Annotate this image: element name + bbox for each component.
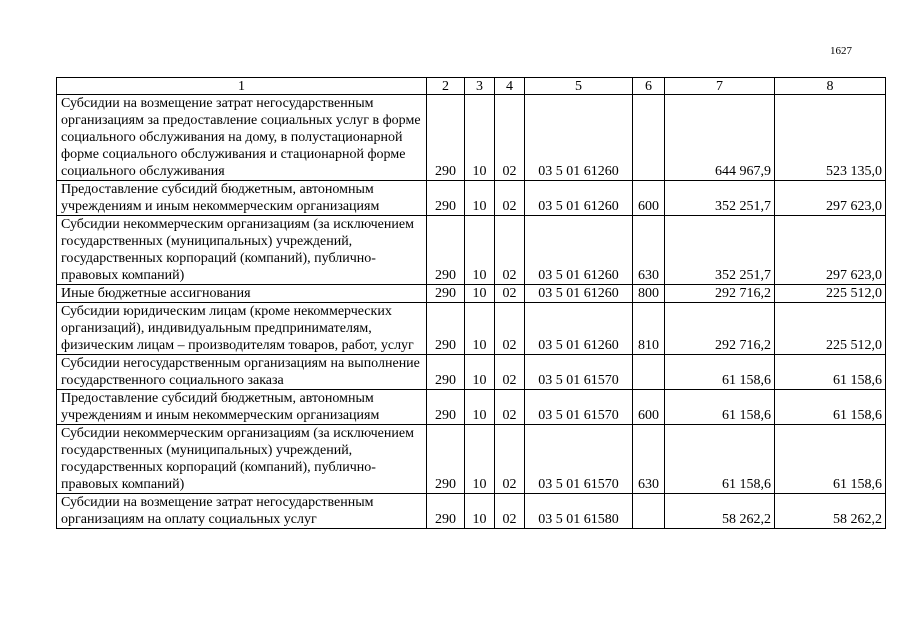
amount-year-2: 225 512,0 bbox=[775, 303, 886, 355]
item-name: Субсидии некоммерческим организациям (за исключением государственных (муниципальных) учреждений, государственных корпораций (компаний), публично-правовых компаний) bbox=[57, 216, 427, 285]
ministry-code: 290 bbox=[427, 285, 465, 303]
item-name: Субсидии на возмещение затрат негосударственным организациям на оплату социальных услуг bbox=[57, 494, 427, 529]
section-code: 10 bbox=[465, 425, 495, 494]
subsection-code: 02 bbox=[495, 216, 525, 285]
amount-year-2: 297 623,0 bbox=[775, 216, 886, 285]
amount-year-1: 292 716,2 bbox=[665, 303, 775, 355]
section-code: 10 bbox=[465, 355, 495, 390]
item-name: Субсидии негосударственным организациям на выполнение государственного социального заказа bbox=[57, 355, 427, 390]
column-header-1: 1 bbox=[57, 78, 427, 95]
page-number: 1627 bbox=[830, 45, 852, 57]
table-row bbox=[57, 285, 886, 303]
table-row bbox=[57, 390, 886, 425]
ministry-code: 290 bbox=[427, 216, 465, 285]
header-row bbox=[57, 78, 886, 95]
amount-year-1: 352 251,7 bbox=[665, 216, 775, 285]
expense-type-code bbox=[633, 355, 665, 390]
expense-type-code: 800 bbox=[633, 285, 665, 303]
table-row bbox=[57, 216, 886, 285]
section-code: 10 bbox=[465, 285, 495, 303]
section-code: 10 bbox=[465, 181, 495, 216]
amount-year-1: 61 158,6 bbox=[665, 390, 775, 425]
subsection-code: 02 bbox=[495, 494, 525, 529]
amount-year-2: 297 623,0 bbox=[775, 181, 886, 216]
target-article-code: 03 5 01 61580 bbox=[525, 494, 633, 529]
target-article-code: 03 5 01 61570 bbox=[525, 425, 633, 494]
target-article-code: 03 5 01 61260 bbox=[525, 303, 633, 355]
column-header-6: 6 bbox=[633, 78, 665, 95]
item-name: Предоставление субсидий бюджетным, автономным учреждениям и иным некоммерческим организациям bbox=[57, 390, 427, 425]
amount-year-2: 58 262,2 bbox=[775, 494, 886, 529]
expense-type-code: 630 bbox=[633, 216, 665, 285]
amount-year-2: 61 158,6 bbox=[775, 390, 886, 425]
table-row bbox=[57, 355, 886, 390]
expense-type-code: 600 bbox=[633, 181, 665, 216]
table-row bbox=[57, 425, 886, 494]
section-code: 10 bbox=[465, 303, 495, 355]
subsection-code: 02 bbox=[495, 285, 525, 303]
target-article-code: 03 5 01 61570 bbox=[525, 390, 633, 425]
subsection-code: 02 bbox=[495, 303, 525, 355]
column-header-7: 7 bbox=[665, 78, 775, 95]
amount-year-1: 352 251,7 bbox=[665, 181, 775, 216]
ministry-code: 290 bbox=[427, 95, 465, 181]
column-header-5: 5 bbox=[525, 78, 633, 95]
amount-year-1: 644 967,9 bbox=[665, 95, 775, 181]
subsection-code: 02 bbox=[495, 355, 525, 390]
ministry-code: 290 bbox=[427, 181, 465, 216]
ministry-code: 290 bbox=[427, 494, 465, 529]
section-code: 10 bbox=[465, 216, 495, 285]
subsection-code: 02 bbox=[495, 390, 525, 425]
item-name: Иные бюджетные ассигнования bbox=[57, 285, 427, 303]
section-code: 10 bbox=[465, 494, 495, 529]
subsection-code: 02 bbox=[495, 95, 525, 181]
ministry-code: 290 bbox=[427, 425, 465, 494]
target-article-code: 03 5 01 61260 bbox=[525, 216, 633, 285]
table-row bbox=[57, 95, 886, 181]
amount-year-1: 58 262,2 bbox=[665, 494, 775, 529]
section-code: 10 bbox=[465, 95, 495, 181]
table-row bbox=[57, 303, 886, 355]
budget-table bbox=[56, 77, 886, 529]
subsection-code: 02 bbox=[495, 181, 525, 216]
item-name: Субсидии некоммерческим организациям (за исключением государственных (муниципальных) учреждений, государственных корпораций (компаний), публично-правовых компаний) bbox=[57, 425, 427, 494]
expense-type-code bbox=[633, 494, 665, 529]
expense-type-code: 810 bbox=[633, 303, 665, 355]
target-article-code: 03 5 01 61260 bbox=[525, 181, 633, 216]
column-header-4: 4 bbox=[495, 78, 525, 95]
item-name: Предоставление субсидий бюджетным, автономным учреждениям и иным некоммерческим организациям bbox=[57, 181, 427, 216]
amount-year-2: 61 158,6 bbox=[775, 355, 886, 390]
target-article-code: 03 5 01 61260 bbox=[525, 285, 633, 303]
column-header-8: 8 bbox=[775, 78, 886, 95]
target-article-code: 03 5 01 61260 bbox=[525, 95, 633, 181]
subsection-code: 02 bbox=[495, 425, 525, 494]
expense-type-code: 600 bbox=[633, 390, 665, 425]
amount-year-1: 61 158,6 bbox=[665, 355, 775, 390]
column-header-3: 3 bbox=[465, 78, 495, 95]
amount-year-2: 225 512,0 bbox=[775, 285, 886, 303]
table-row bbox=[57, 494, 886, 529]
ministry-code: 290 bbox=[427, 390, 465, 425]
amount-year-2: 61 158,6 bbox=[775, 425, 886, 494]
amount-year-1: 292 716,2 bbox=[665, 285, 775, 303]
column-header-2: 2 bbox=[427, 78, 465, 95]
amount-year-2: 523 135,0 bbox=[775, 95, 886, 181]
target-article-code: 03 5 01 61570 bbox=[525, 355, 633, 390]
item-name: Субсидии юридическим лицам (кроме некоммерческих организаций), индивидуальным предпринимателям, физическим лицам – производителям товаров, работ, услуг bbox=[57, 303, 427, 355]
table-row bbox=[57, 181, 886, 216]
ministry-code: 290 bbox=[427, 303, 465, 355]
expense-type-code bbox=[633, 95, 665, 181]
item-name: Субсидии на возмещение затрат негосударственным организациям за предоставление социальных услуг в форме социального обслуживания на дому, в полустационарной форме социального обслуживания и стационарной форме социального обслуживания bbox=[57, 95, 427, 181]
section-code: 10 bbox=[465, 390, 495, 425]
expense-type-code: 630 bbox=[633, 425, 665, 494]
amount-year-1: 61 158,6 bbox=[665, 425, 775, 494]
table-body bbox=[57, 95, 886, 529]
ministry-code: 290 bbox=[427, 355, 465, 390]
